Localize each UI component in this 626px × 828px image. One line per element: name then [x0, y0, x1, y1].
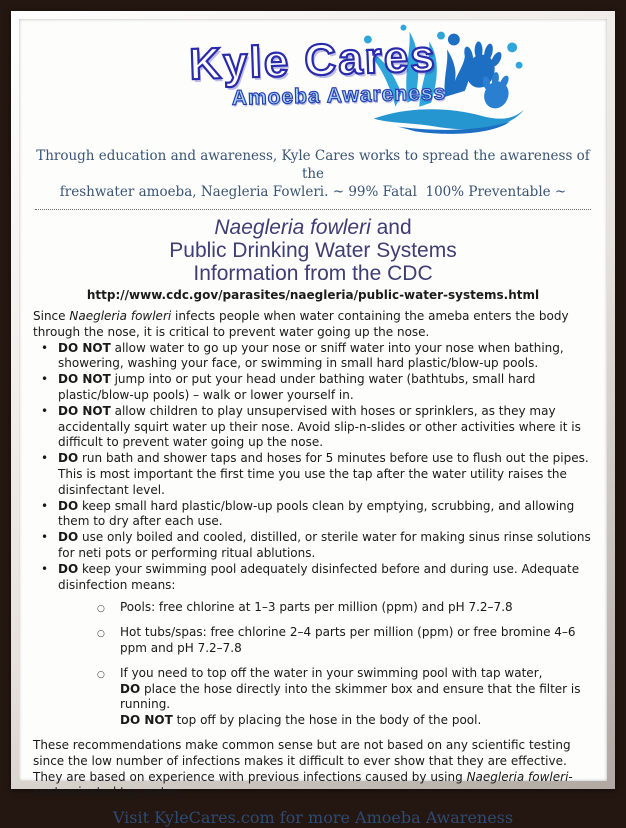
flyer-content: [19, 19, 607, 828]
bullet-text: allow children to play unsupervised with hoses or sprinklers, as they may accidentally squirt water up their nose. Avoid slip-n-slides or other activities where it is difficult to prevent water going up the nose.: [58, 403, 581, 450]
list-item: [33, 451, 593, 498]
do-label: DO: [58, 451, 79, 466]
do-not-label: DO NOT: [58, 403, 111, 418]
page-title: [33, 216, 593, 285]
do-label: DO: [58, 530, 79, 545]
bullet-text: jump into or put your head under bathing water (bathtubs, small hard plastic/blow-up pools) – walk or lower yourself in.: [58, 372, 536, 402]
bullet-text: use only boiled and cooled, distilled, or sterile water for making sinus rinse solutions for neti pots or performing ritual ablutions.: [58, 530, 591, 560]
closing-species-italic: Naegleria fowleri-: [466, 769, 573, 784]
do-label: DO: [58, 498, 79, 513]
closing-paragraph: [33, 738, 593, 801]
bullet-text: keep small hard plastic/blow-up pools clean by emptying, scrubbing, and allowing them to dry after each use.: [58, 498, 575, 529]
sub-bullet-donot-text: top off by placing the hose in the body of the pool.: [172, 713, 482, 728]
intro-pre: Since: [33, 309, 70, 323]
bullet-text: allow water to go up your nose or sniff water into your nose when bathing, showering, washing your face, or swimming in small hard plastic/blow-up pools.: [58, 340, 564, 371]
mission-statement: [33, 147, 593, 201]
do-not-label: DO NOT: [58, 340, 111, 355]
do-label: DO: [120, 681, 141, 696]
closing-post: contaminated tap water.: [33, 785, 181, 800]
list-item: [33, 562, 593, 594]
dotted-divider: [35, 209, 591, 210]
title-line2: Public Drinking Water Systems: [169, 239, 457, 262]
recommendation-list: [33, 341, 593, 594]
mission-line-2: freshwater amoeba, Naegleria Fowleri. ~ 99% Fatal 100% Preventable ~: [59, 184, 567, 200]
do-not-label: DO NOT: [120, 713, 173, 728]
mission-line-1: Through education and awareness, Kyle Cares works to spread the awareness of the: [36, 148, 590, 182]
sub-bullet-intro: If you need to top off the water in your swimming pool with tap water,: [120, 665, 543, 680]
sub-list-item-top-off: [33, 666, 593, 729]
sub-bullet-text: Hot tubs/spas: free chlorine 2–4 parts per million (ppm) or free bromine 4–6 ppm and pH 7.2–7.8: [120, 625, 576, 655]
do-label: DO: [58, 561, 79, 576]
do-not-label: DO NOT: [58, 372, 111, 387]
closing-pre: These recommendations make common sense but are not based on any scientific testing since the low number of infections makes it difficult to ever show that they are effective. They are based on experience with previous infections caused by using: [33, 737, 571, 784]
sub-bullet-text: Pools: free chlorine at 1–3 parts per million (ppm) and pH 7.2–7.8: [120, 600, 513, 615]
sub-list-item-hot-tubs: [33, 625, 593, 657]
sub-list-item-pools: [33, 600, 593, 616]
title-species-italic: Naegleria fowleri: [214, 216, 371, 239]
list-item: [33, 530, 593, 562]
logo-tagline: Amoeba Awareness: [231, 81, 447, 110]
intro-paragraph: [33, 309, 593, 341]
intro-species-italic: Naegleria fowleri: [69, 309, 172, 323]
list-item: [33, 341, 593, 373]
list-item: [33, 372, 593, 404]
intro-post: infects people when water containing the ameba enters the body through the nose, it is critical to prevent water going up the nose.: [33, 309, 569, 339]
disinfection-sublist: [33, 600, 593, 729]
cdc-url: http://www.cdc.gov/parasites/naegleria/public-water-systems.html: [86, 288, 540, 302]
title-line3: Information from the CDC: [193, 262, 433, 285]
bullet-text: keep your swimming pool adequately disinfected before and during use. Adequate disinfection means:: [58, 561, 580, 592]
footer-call-to-action: Visit KyleCares.com for more Amoeba Awareness: [112, 808, 514, 828]
frame-mat: [11, 11, 615, 828]
kyle-cares-logo: [148, 31, 478, 137]
list-item: [33, 499, 593, 531]
bullet-text: run bath and shower taps and hoses for 5 minutes before use to flush out the pipes. This is most important the first time you use the tap after the water utility raises the disinfectant level.: [58, 451, 589, 497]
sub-bullet-do-text: place the hose directly into the skimmer box and ensure that the filter is running.: [120, 681, 581, 712]
list-item: [33, 404, 593, 451]
logo-title: Kyle Cares: [188, 31, 438, 90]
body-text: [33, 309, 593, 801]
title-line1-suffix: and: [370, 216, 412, 239]
